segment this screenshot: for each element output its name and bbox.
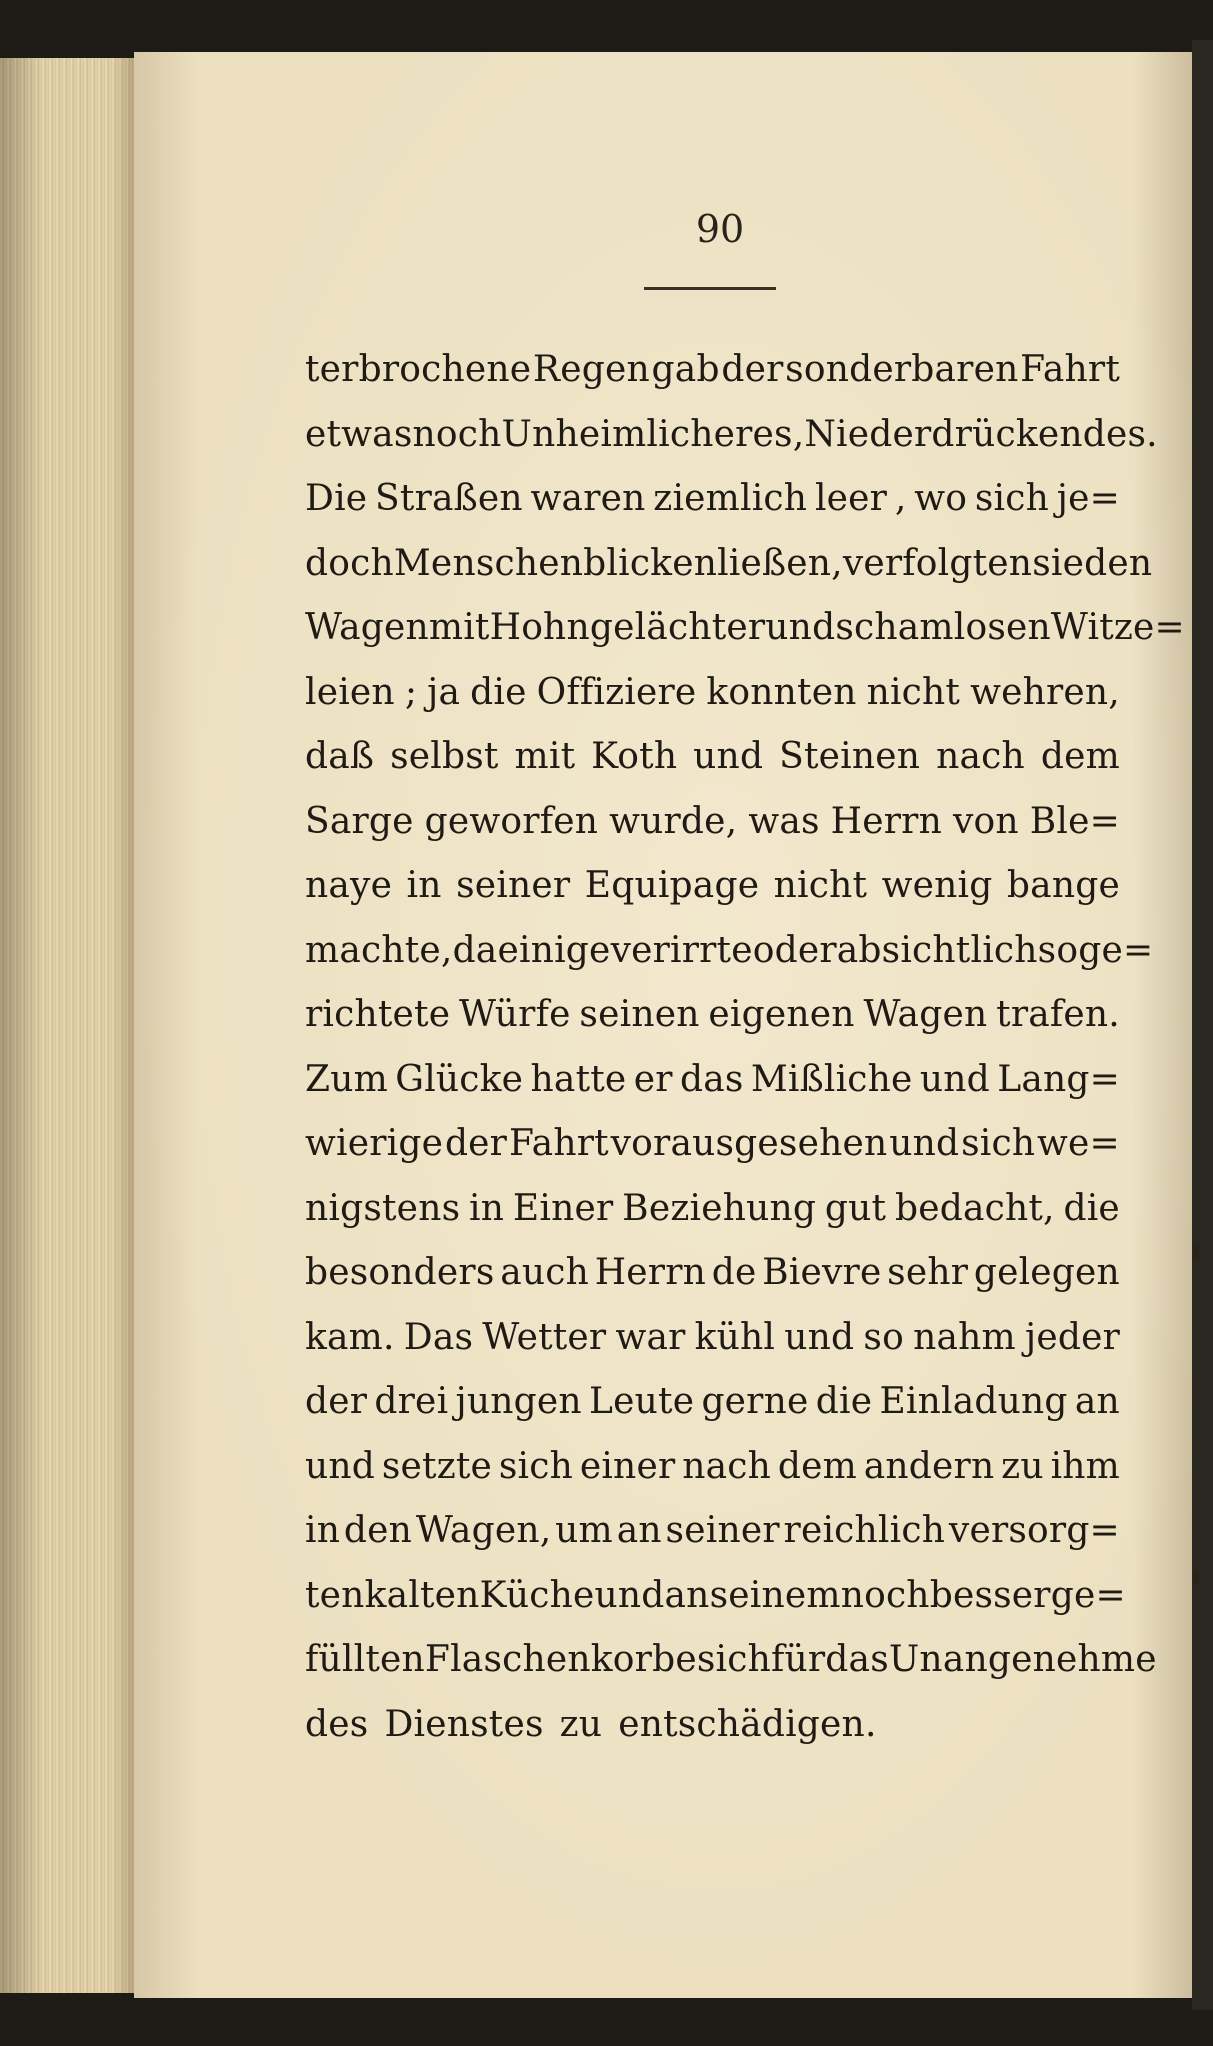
- text-word: leien: [305, 671, 395, 713]
- text-word: in: [406, 865, 442, 906]
- text-word: ziemlich: [653, 478, 808, 519]
- text-word: mit: [428, 607, 490, 648]
- text-word: naye: [305, 865, 393, 906]
- text-line: [305, 1435, 1120, 1500]
- text-word: das: [679, 1058, 744, 1100]
- text-word: we=: [1037, 1123, 1120, 1164]
- text-word: setzte: [381, 1445, 493, 1487]
- text-word: richtete: [305, 994, 451, 1035]
- text-word: Mißliche: [750, 1058, 913, 1100]
- text-word: verfolgten: [842, 542, 1033, 584]
- text-word: Die: [305, 478, 368, 519]
- margin-mark: [1193, 1570, 1199, 1584]
- text-word: drei: [374, 1381, 449, 1422]
- text-line: [305, 1177, 1120, 1242]
- text-word: wenig: [881, 865, 993, 906]
- text-word: ließen: [717, 542, 832, 584]
- text-word: terbrochene: [305, 349, 532, 390]
- text-word: von: [952, 800, 1019, 842]
- text-word: Beziehung: [622, 1187, 817, 1229]
- text-word: sie: [1032, 542, 1085, 584]
- text-word: Unangenehme: [888, 1639, 1157, 1680]
- text-line: [305, 1370, 1120, 1435]
- text-word: kühl: [694, 1316, 776, 1358]
- text-line: [305, 467, 1120, 532]
- text-word: an: [664, 1574, 710, 1616]
- text-word: bedacht,: [894, 1187, 1055, 1229]
- text-word: vorausgesehen: [610, 1123, 888, 1164]
- text-word: oder: [752, 929, 837, 971]
- text-line: [305, 1564, 1126, 1629]
- text-word: Hohngelächter: [489, 607, 766, 648]
- text-word: doch: [305, 542, 394, 584]
- text-word: konnten: [706, 671, 857, 713]
- text-word: ge=: [1078, 929, 1154, 971]
- text-line: [305, 725, 1120, 790]
- text-word: mit: [514, 736, 576, 777]
- text-word: Einladung: [879, 1381, 1068, 1422]
- text-word: Fahrt: [1020, 349, 1120, 390]
- text-word: wierige: [305, 1123, 444, 1164]
- text-word: den: [343, 1510, 413, 1551]
- text-word: zu: [1001, 1445, 1044, 1487]
- text-word: der: [444, 1123, 508, 1164]
- text-word: ge=: [1050, 1574, 1126, 1616]
- text-word: de: [711, 1252, 757, 1293]
- text-word: ja: [427, 671, 461, 713]
- text-word: Flaschenkorbe: [424, 1639, 697, 1680]
- text-word: leer: [814, 478, 888, 519]
- text-line: [305, 1628, 1157, 1693]
- text-word: Ble=: [1029, 800, 1120, 842]
- text-line: [305, 983, 1120, 1048]
- text-word: da: [452, 929, 498, 971]
- text-line: [305, 854, 1120, 919]
- text-word: die: [470, 671, 527, 713]
- text-word: Lang=: [997, 1058, 1120, 1100]
- text-word: seiner: [665, 1510, 780, 1551]
- text-word: trafen.: [996, 994, 1120, 1035]
- text-word: gerne: [701, 1381, 809, 1422]
- text-word: zu: [559, 1703, 603, 1745]
- text-word: versorg=: [948, 1510, 1120, 1551]
- text-word: jungen: [455, 1381, 582, 1422]
- text-word: Herrn: [830, 800, 942, 842]
- text-word: absichtlich: [836, 929, 1038, 971]
- text-word: nicht: [866, 671, 961, 713]
- text-word: Offiziere: [536, 671, 697, 713]
- text-line: [305, 596, 1185, 661]
- text-word: Küche: [479, 1574, 595, 1616]
- text-line: [305, 790, 1120, 855]
- header-rule: [644, 287, 776, 290]
- text-word: und: [693, 736, 764, 777]
- text-word: besonders: [305, 1252, 495, 1293]
- text-word: gelegen: [973, 1252, 1120, 1293]
- text-line: [305, 338, 1120, 403]
- text-word: nach: [936, 736, 1025, 777]
- text-word: das: [825, 1639, 889, 1680]
- text-word: Herrn: [594, 1252, 707, 1293]
- text-word: für: [770, 1639, 826, 1680]
- page-stack-edge: [0, 58, 142, 1993]
- text-word: der: [721, 349, 784, 390]
- text-word: etwas: [305, 413, 413, 455]
- text-line: [305, 661, 1120, 726]
- text-word: und: [784, 1316, 855, 1358]
- text-word: auch: [500, 1252, 590, 1293]
- text-word: in: [305, 1510, 341, 1551]
- text-word: Straßen: [375, 478, 523, 519]
- text-word: Einer: [512, 1187, 614, 1229]
- text-word: besser: [929, 1574, 1051, 1616]
- text-word: hatte: [530, 1058, 627, 1100]
- text-word: Leute: [589, 1381, 695, 1422]
- text-word: jeder: [1024, 1316, 1120, 1358]
- text-line: [305, 919, 1154, 984]
- text-word: und: [889, 1123, 960, 1164]
- text-word: Glücke: [395, 1058, 524, 1100]
- text-word: Würfe: [459, 994, 571, 1035]
- text-word: füllten: [305, 1639, 425, 1680]
- text-word: andern: [863, 1445, 995, 1487]
- text-word: Steinen: [779, 736, 921, 777]
- text-word: eigenen: [708, 994, 855, 1035]
- text-word: und: [765, 607, 836, 648]
- text-word: ten: [305, 1574, 365, 1616]
- text-word: dem: [777, 1445, 857, 1487]
- text-word: nigstens: [305, 1187, 461, 1229]
- text-word: waren: [530, 478, 646, 519]
- text-word: Zum: [305, 1058, 388, 1100]
- text-line: [305, 532, 1153, 597]
- text-word: ,: [792, 413, 805, 455]
- text-word: ;: [404, 671, 418, 713]
- text-word: war: [615, 1316, 686, 1358]
- text-word: sich: [974, 478, 1050, 519]
- text-word: so: [1037, 929, 1079, 971]
- text-word: gab: [651, 349, 720, 390]
- text-word: Niederdrückendes.: [804, 413, 1158, 455]
- text-word: blicken: [583, 542, 718, 584]
- text-word: Koth: [591, 736, 678, 777]
- text-word: Wetter: [482, 1316, 607, 1358]
- text-word: seinen: [579, 994, 700, 1035]
- text-word: einer: [579, 1445, 676, 1487]
- text-word: je=: [1056, 478, 1120, 519]
- text-word: wehren,: [970, 671, 1120, 713]
- text-word: schamlosen: [835, 607, 1051, 648]
- text-word: reichlich: [783, 1510, 946, 1551]
- text-word: er: [633, 1058, 673, 1100]
- text-word: nahm: [913, 1316, 1016, 1358]
- text-word: machte,: [305, 929, 453, 971]
- text-word: nicht: [773, 865, 868, 906]
- text-word: um: [555, 1510, 613, 1551]
- text-word: kalten: [364, 1574, 480, 1616]
- text-word: und: [919, 1058, 990, 1100]
- text-word: wurde,: [609, 800, 738, 842]
- text-line: [305, 1241, 1120, 1306]
- text-line: [305, 403, 1158, 468]
- text-word: Equipage: [584, 865, 760, 906]
- text-word: seiner: [456, 865, 571, 906]
- text-line: [305, 1693, 1120, 1758]
- text-word: noch: [840, 1574, 930, 1616]
- text-line: [305, 1048, 1120, 1113]
- text-word: an: [616, 1510, 662, 1551]
- text-line: [305, 1499, 1120, 1564]
- text-word: und: [305, 1445, 376, 1487]
- text-line: [305, 1112, 1120, 1177]
- text-word: gut: [824, 1187, 887, 1229]
- text-word: an: [1074, 1381, 1120, 1422]
- text-word: dem: [1040, 736, 1120, 777]
- text-word: sonderbaren: [785, 349, 1019, 390]
- text-word: sich: [961, 1123, 1036, 1164]
- text-word: was: [748, 800, 820, 842]
- text-word: sich: [696, 1639, 771, 1680]
- text-word: entschädigen.: [618, 1703, 877, 1745]
- text-word: in: [469, 1187, 505, 1229]
- text-word: die: [815, 1381, 873, 1422]
- text-word: den: [1084, 542, 1153, 584]
- text-word: sehr: [887, 1252, 969, 1293]
- text-word: Menschen: [393, 542, 584, 584]
- text-word: sich: [498, 1445, 574, 1487]
- text-word: seinem: [709, 1574, 841, 1616]
- text-word: die: [1063, 1187, 1120, 1229]
- text-word: ihm: [1050, 1445, 1120, 1487]
- text-line: [305, 1306, 1120, 1371]
- text-word: nach: [682, 1445, 771, 1487]
- text-word: Witze=: [1050, 607, 1185, 648]
- text-word: kam.: [305, 1316, 395, 1358]
- text-word: so: [863, 1316, 904, 1358]
- margin-mark: [1193, 1245, 1199, 1259]
- text-word: Wagen: [305, 607, 429, 648]
- text-word: verirrte: [610, 929, 753, 971]
- text-word: Dienstes: [384, 1703, 544, 1745]
- text-word: ,: [894, 478, 907, 519]
- text-word: einige: [497, 929, 611, 971]
- text-word: wo: [914, 478, 968, 519]
- text-word: Sarge: [305, 800, 414, 842]
- text-word: Unheimlicheres: [501, 413, 793, 455]
- text-word: selbst: [390, 736, 499, 777]
- text-word: bange: [1006, 865, 1120, 906]
- text-word: und: [594, 1574, 665, 1616]
- text-word: ,: [831, 542, 843, 584]
- text-word: geworfen: [424, 800, 599, 842]
- book-cover-edge: [1192, 40, 1213, 2010]
- text-word: des: [305, 1703, 369, 1745]
- text-word: daß: [305, 736, 375, 777]
- text-word: Wagen,: [415, 1510, 552, 1551]
- text-word: Wagen: [863, 994, 988, 1035]
- text-word: noch: [412, 413, 502, 455]
- body-text: [305, 338, 1185, 1757]
- text-word: der: [305, 1381, 368, 1422]
- text-word: Fahrt: [508, 1123, 609, 1164]
- text-word: Regen: [532, 349, 650, 390]
- text-word: Bievre: [762, 1252, 882, 1293]
- text-word: Das: [403, 1316, 474, 1358]
- page-number: 90: [695, 207, 745, 251]
